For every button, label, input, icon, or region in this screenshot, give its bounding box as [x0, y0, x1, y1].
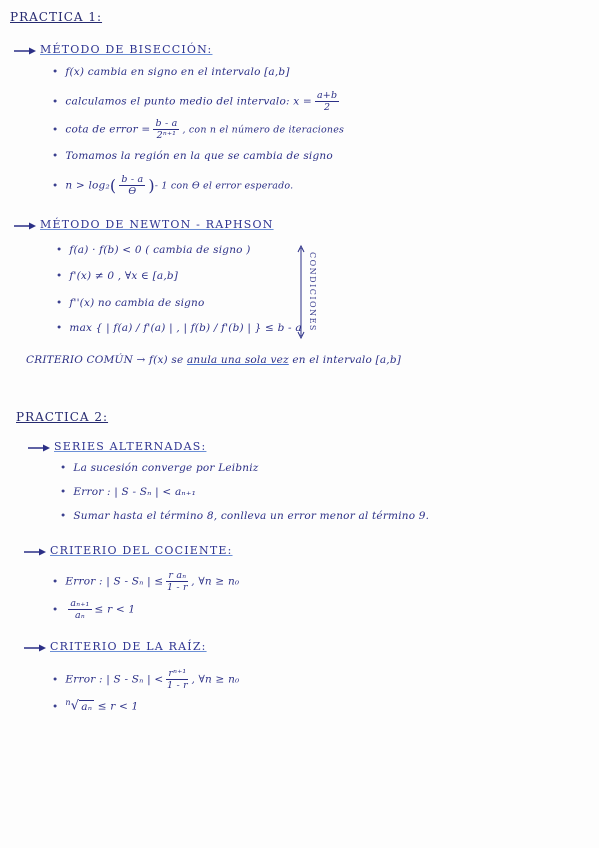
conditions-label: CONDICIONES — [308, 252, 317, 332]
bullet: • — [56, 244, 63, 256]
midpoint-fraction — [315, 90, 339, 113]
biseccion-item-4 — [52, 150, 333, 162]
newton-item-2 — [56, 270, 178, 282]
bullet: • — [52, 123, 59, 136]
biseccion-item-5 — [52, 174, 293, 197]
criterio-comun-emphasis: anula una sola vez — [186, 354, 289, 366]
cociente-ratio-fraction — [68, 598, 91, 621]
biseccion-item-2-text: calculamos el punto medio del intervalo: x = — [65, 95, 312, 108]
fraction-denominator: 2 — [323, 102, 331, 113]
left-paren: ( — [109, 176, 117, 195]
biseccion-item-2 — [52, 90, 342, 113]
bullet: • — [52, 179, 59, 192]
error-bound-fraction — [153, 118, 179, 141]
fraction-denominator: aₙ — [75, 610, 85, 621]
fraction-numerator: b - a — [155, 118, 178, 129]
fraction-numerator: rⁿ⁺¹ — [168, 668, 187, 679]
cociente-item-2-tail: ≤ r < 1 — [94, 603, 136, 616]
fraction-denominator: 1 - r — [166, 582, 188, 593]
biseccion-item-3-tail: , con n el número de iteraciones — [182, 124, 345, 136]
cociente-item-1-tail: , ∀n ≥ n₀ — [191, 575, 240, 588]
series-item-3-text: Sumar hasta el término 8, conlleva un error menor al término 9. — [73, 510, 430, 522]
newton-item-1 — [56, 244, 251, 256]
cociente-item-2 — [52, 598, 135, 621]
series-item-1 — [60, 462, 259, 474]
fraction-denominator: ϴ — [128, 186, 137, 197]
biseccion-item-5-lead: n > log₂ — [65, 179, 110, 192]
fraction-numerator: b - a — [121, 174, 144, 185]
newton-item-1-text: f(a) · f(b) < 0 ( cambia de signo ) — [69, 244, 251, 256]
biseccion-heading: MÉTODO DE BISECCIÓN: — [40, 43, 213, 56]
fraction-numerator: r aₙ — [168, 570, 187, 581]
iterations-fraction — [119, 174, 145, 197]
biseccion-item-1-text: f(x) cambia en signo en el intervalo [a,b] — [65, 66, 290, 78]
series-heading: SERIES ALTERNADAS: — [54, 440, 207, 453]
raiz-item-1 — [52, 668, 239, 691]
raiz-item-2 — [52, 698, 138, 714]
series-item-3 — [60, 510, 429, 522]
newton-item-3 — [56, 297, 205, 309]
criterio-comun-tail: en el intervalo [a,b] — [292, 354, 402, 366]
arrow-icon — [24, 548, 46, 556]
newton-heading: MÉTODO DE NEWTON - RAPHSON — [40, 218, 274, 231]
bullet: • — [60, 462, 67, 474]
criterio-comun — [26, 354, 401, 366]
biseccion-item-4-text: Tomamos la región en la que se cambia de signo — [65, 150, 333, 162]
cociente-error-fraction — [166, 570, 188, 593]
arrow-icon — [28, 444, 50, 452]
biseccion-item-1 — [52, 66, 290, 78]
conditions-arrow-icon — [296, 244, 306, 340]
criterio-comun-lead: CRITERIO COMÚN → f(x) se — [26, 354, 184, 366]
fraction-denominator: 1 - r — [167, 680, 188, 691]
arrow-icon — [14, 222, 36, 230]
cociente-item-1-lead: Error : | S - Sₙ | ≤ — [65, 575, 164, 588]
newton-item-4-text: max { | f(a) / f'(a) | , | f(b) / f'(b) | } ≤ b - a — [69, 322, 302, 334]
bullet: • — [56, 270, 63, 282]
root-radicand: aₙ — [81, 700, 93, 713]
newton-item-4 — [56, 322, 302, 334]
newton-item-2-text: f'(x) ≠ 0 , ∀x ∈ [a,b] — [69, 270, 179, 282]
fraction-numerator: aₙ₊₁ — [70, 598, 90, 609]
raiz-item-1-tail: , ∀n ≥ n₀ — [191, 673, 240, 686]
practica-2-title: PRACTICA 2: — [16, 410, 109, 424]
fraction-numerator: a+b — [316, 90, 338, 101]
fraction-denominator: 2ⁿ⁺¹ — [156, 130, 177, 141]
bullet: • — [52, 700, 59, 713]
bullet: • — [52, 673, 59, 686]
raiz-item-1-lead: Error : | S - Sₙ | < — [65, 673, 164, 686]
right-paren: ) — [148, 176, 155, 195]
bullet: • — [52, 66, 59, 78]
practica-1-title: PRACTICA 1: — [10, 10, 103, 24]
sqrt-icon: √ — [70, 698, 80, 714]
cociente-heading: CRITERIO DEL COCIENTE: — [50, 544, 233, 557]
bullet: • — [52, 150, 59, 162]
biseccion-item-3-text: cota de error = — [65, 123, 151, 136]
arrow-icon — [24, 644, 46, 652]
raiz-heading: CRITERIO DE LA RAÍZ: — [50, 640, 207, 653]
newton-item-3-text: f''(x) no cambia de signo — [69, 297, 205, 309]
bullet: • — [56, 322, 63, 334]
bullet: • — [56, 297, 63, 309]
arrow-icon — [14, 47, 36, 55]
root-index: n — [65, 698, 71, 707]
bullet: • — [52, 575, 59, 588]
biseccion-item-5-tail: - 1 con ϴ el error esperado. — [154, 180, 294, 192]
bullet: • — [60, 486, 67, 498]
series-item-1-text: La sucesión converge por Leibniz — [73, 462, 259, 474]
raiz-error-fraction — [166, 668, 188, 691]
biseccion-item-3 — [52, 118, 344, 141]
bullet: • — [52, 95, 59, 108]
series-item-2-text: Error : | S - Sₙ | < aₙ₊₁ — [73, 486, 197, 498]
raiz-item-2-tail: ≤ r < 1 — [97, 700, 139, 713]
bullet: • — [60, 510, 67, 522]
bullet: • — [52, 603, 59, 616]
series-item-2 — [60, 486, 196, 498]
cociente-item-1 — [52, 570, 239, 593]
